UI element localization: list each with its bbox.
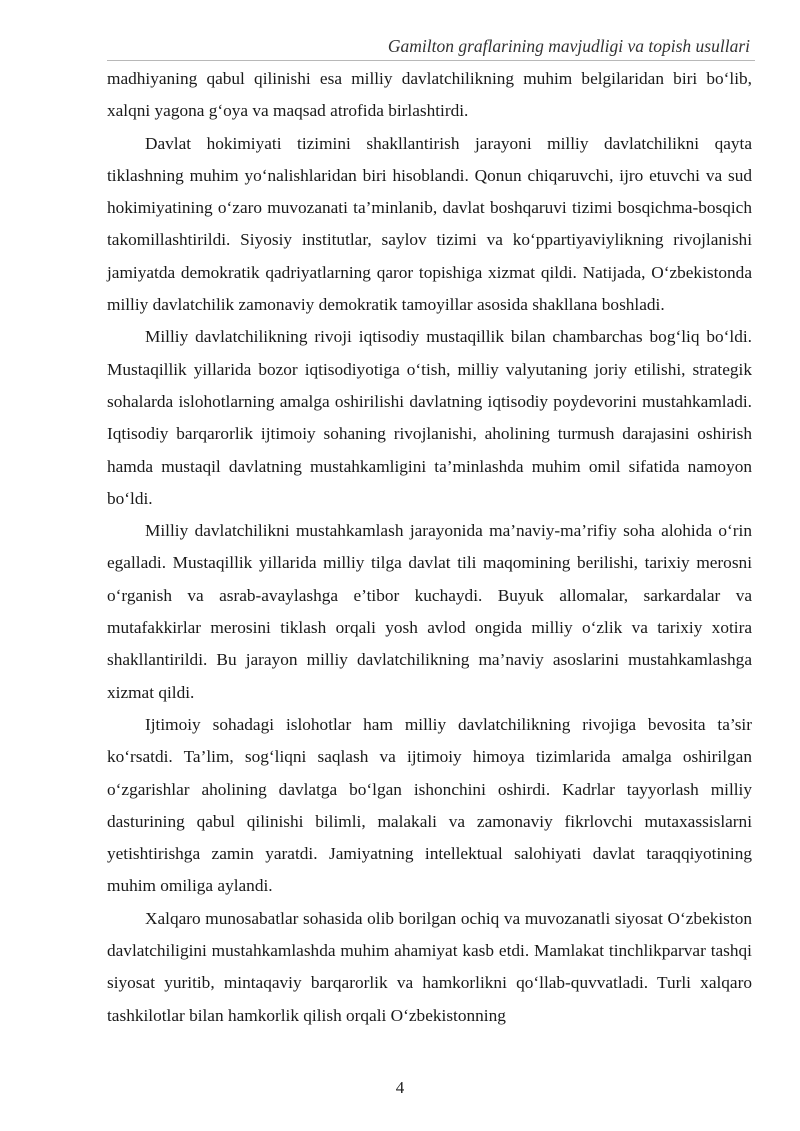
paragraph: Milliy davlatchilikning rivoji iqtisodiy mustaqillik bilan chambarchas bog‘liq bo‘ldi. Mustaqillik yillarida bozor iqtisodiyotiga o‘tish, milliy valyutaning joriy etilishi, strategik sohalarda islohotlarning amalga oshirilishi davlatning iqtisodiy poydevorini mustahkamladi. Iqtisodiy barqarorlik ijtimoiy sohaning rivojlanishi, aholining turmush darajasini oshirish hamda mustaqil davlatning mustahkamligini ta’minlashda muhim omil sifatida namoyon bo‘ldi. xyxy=(107,327,752,508)
page-number: 4 xyxy=(395,1078,405,1097)
paragraph: Davlat hokimiyati tizimini shakllantirish jarayoni milliy davlatchilikni qayta tiklashning muhim yo‘nalishlaridan biri hisoblandi. Qonun chiqaruvchi, ijro etuvchi va sud hokimiyatining o‘zaro muvozanati ta’minlanib, davlat boshqaruvi tizimi bosqichma-bosqich takomillashtirildi. Siyosiy institutlar, saylov tizimi va ko‘ppartiyaviylikning rivojlanishi jamiyatda demokratik qadriyatlarning qaror topishiga xizmat qildi. Natijada, O‘zbekistonda milliy davlatchilik zamonaviy demokratik tamoyillar asosida shakllana boshladi. xyxy=(107,133,752,315)
paragraph: Milliy davlatchilikni mustahkamlash jarayonida ma’naviy-ma’rifiy soha alohida o‘rin egalladi. Mustaqillik yillarida milliy tilga davlat tili maqomining berilishi, tarixiy merosni o‘rganish va asrab-avaylashga e’tibor kuchaydi. Buyuk allomalar, sarkardalar va mutafakkirlar merosini tiklash orqali yosh avlod ongida milliy o‘zlik va tarixiy xotira shakllantirildi. Bu jarayon milliy davlatchilikning ma’naviy asoslarini mustahkamlashga xizmat qildi. xyxy=(107,521,752,702)
page-body xyxy=(107,63,752,1032)
running-header: Gamilton graflarining mavjudligi va topish usullari xyxy=(387,36,750,56)
paragraph: Xalqaro munosabatlar sohasida olib borilgan ochiq va muvozanatli siyosat O‘zbekiston davlatchiligini mustahkamlashda muhim ahamiyat kasb etdi. Mamlakat tinchlikparvar tashqi siyosat yuritib, mintaqaviy barqarorlik va hamkorlikni qo‘llab-quvvatladi. Turli xalqaro tashkilotlar bilan hamkorlik qilish orqali O‘zbekistonning xyxy=(107,908,752,1025)
paragraph-continuation: madhiyaning qabul qilinishi esa milliy davlatchilikning muhim belgilaridan biri bo‘lib, xalqni yagona g‘oya va maqsad atrofida birlashtirdi. xyxy=(107,69,752,121)
paragraph: Ijtimoiy sohadagi islohotlar ham milliy davlatchilikning rivojiga bevosita ta’sir ko‘rsatdi. Ta’lim, sog‘liqni saqlash va ijtimoiy himoya tizimlarida amalga oshirilgan o‘zgarishlar aholining davlatga bo‘lgan ishonchini oshirdi. Kadrlar tayyorlash milliy dasturining qabul qilinishi bilimli, malakali va zamonaviy fikrlovchi mutaxassislarni yetishtirishga zamin yaratdi. Jamiyatning intellektual salohiyati davlat taraqqiyotining muhim omiliga aylandi. xyxy=(107,714,752,896)
header-divider xyxy=(107,60,755,61)
